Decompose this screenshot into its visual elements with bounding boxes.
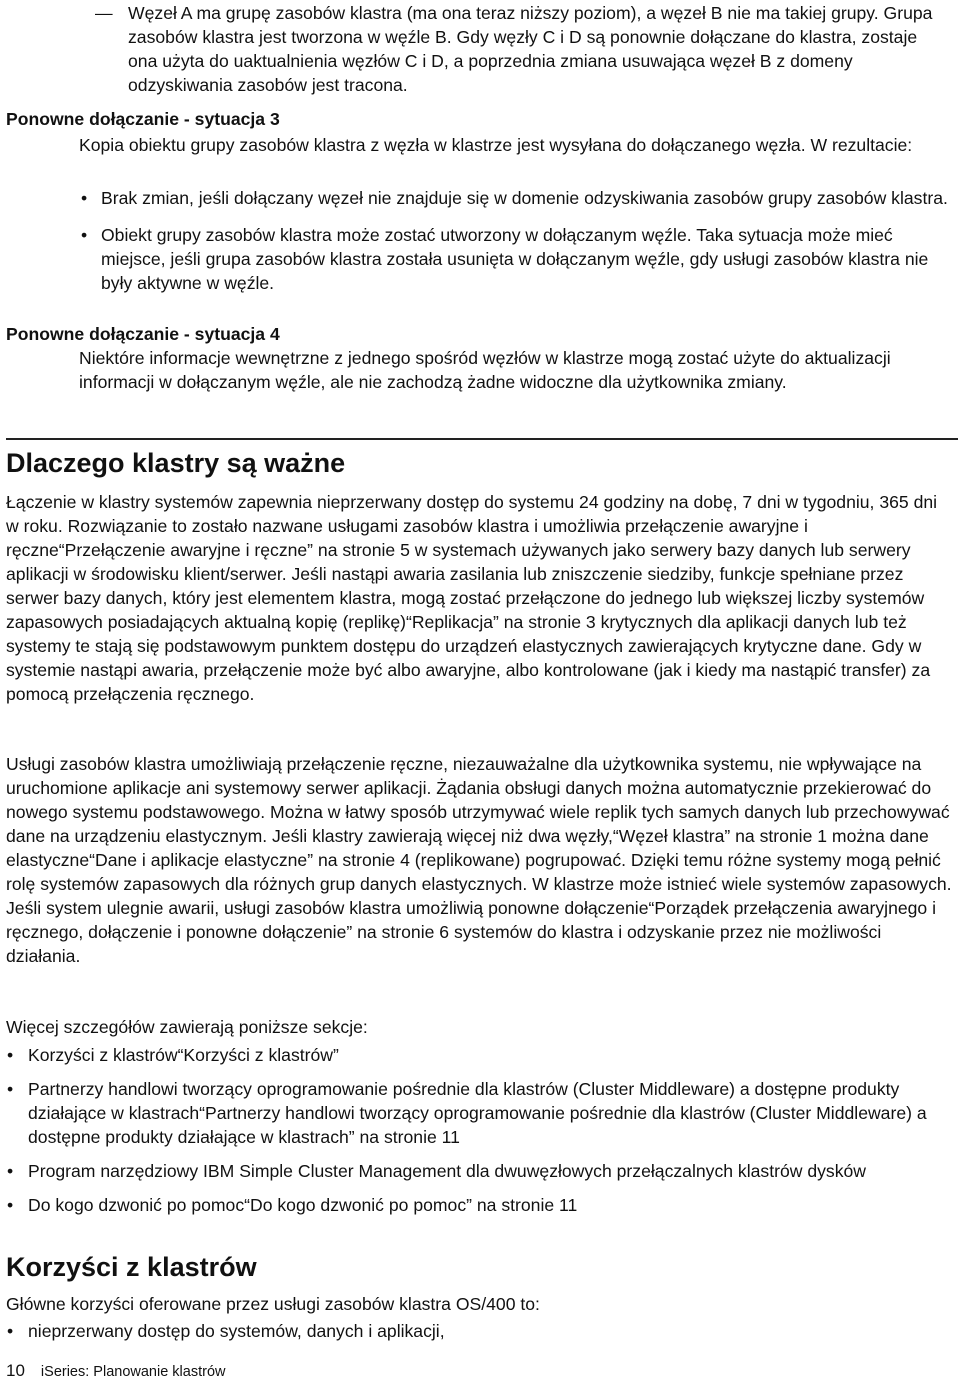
dash-marker: — xyxy=(95,3,113,23)
link-simple-cluster-management[interactable]: Program narzędziowy IBM Simple Cluster Management dla dwuwęzłowych przełączalnych klastrów dysków xyxy=(28,1161,866,1181)
why-clusters-paragraph-1: Łączenie w klastry systemów zapewnia nieprzerwany dostęp do systemu 24 godziny na dobę, 7 dni w tygodniu, 365 dni w roku. Rozwiązanie to zostało nazwane usługami zasobów klastra i umożliwia przełączenie awaryjne i ręczne“Przełączenie awaryjne i ręczne” na stronie 5 w systemach używanych jako serwery bazy danych lub serwery aplikacji w środowisku klient/serwer. Jeśli nastąpi awaria zasilania lub zniszczenie siedziby, funkcje spełniane przez serwer bazy danych, który jest elementem klastra, mogą zostać przełączone do jednego lub większej liczby systemów zapasowych posiadających aktualną kopię (replikę)“Replikacja” na stronie 3 krytycznych dla aplikacji danych lub też systemy te stają się podstawowym punktem dostępu do urządzeń elastycznych zawierających krytyczne dane. Gdy w systemie nastąpi awaria, przełączenie może być albo awaryjne, albo kontrolowane (jak i kiedy ma nastąpić transfer) za pomocą przełączenia ręcznego. xyxy=(6,492,938,704)
bullet-marker: • xyxy=(7,1321,14,1341)
section-heading-why-clusters: Dlaczego klastry są ważne xyxy=(6,448,346,478)
section-divider xyxy=(6,438,958,440)
dash-list-item xyxy=(95,1,950,97)
bullet-marker: • xyxy=(7,1079,14,1099)
scenario-4-heading: Ponowne dołączanie - sytuacja 4 xyxy=(6,324,280,344)
section-heading-benefits: Korzyści z klastrów xyxy=(6,1252,257,1282)
link-business-partners[interactable]: Partnerzy handlowi tworzący oprogramowanie pośrednie dla klastrów (Cluster Middleware) a dostępne produkty działające w klastrach“Partnerzy handlowi tworzący oprogramowanie pośrednie dla klastrów (Cluster Middleware) a dostępne produkty działające w klastrach” na stronie 11 xyxy=(28,1079,927,1147)
more-details-link-list xyxy=(6,1043,946,1227)
bullet-marker: • xyxy=(7,1161,14,1181)
benefits-bullet-list xyxy=(6,1319,946,1353)
scenario-3-bullet-list xyxy=(79,186,951,295)
list-item-text: Obiekt grupy zasobów klastra może zostać utworzony w dołączanym węźle. Taka sytuacja może mieć miejsce, jeśli grupa zasobów klastra została usunięta w dołączanym węźle, gdy usługi zasobów klastra nie były aktywne w węźle. xyxy=(101,225,929,293)
bullet-marker: • xyxy=(81,188,88,208)
scenario-3-heading: Ponowne dołączanie - sytuacja 3 xyxy=(6,109,280,129)
page-number: 10 xyxy=(6,1361,25,1380)
bullet-marker: • xyxy=(7,1045,14,1065)
scenario-4-text: Niektóre informacje wewnętrzne z jednego spośród węzłów w klastrze mogą zostać użyte do aktualizacji informacji w dołączanym węźle, ale nie zachodzą żadne widoczne dla użytkownika zmiany. xyxy=(79,348,891,392)
document-title: iSeries: Planowanie klastrów xyxy=(40,1364,226,1380)
bullet-marker: • xyxy=(81,225,88,245)
dash-item-text: Węzeł A ma grupę zasobów klastra (ma ona teraz niższy poziom), a węzeł B nie ma takiej grupy. Grupa zasobów klastra jest tworzona w węźle B. Gdy węzły C i D są ponownie dołączane do klastra, zostaje ona użyta do uaktualnienia węzłów C i D, a poprzednia zmiana usuwająca węzeł B z domeny odzyskiwania zasobów jest tracona. xyxy=(128,3,933,95)
link-benefits[interactable]: Korzyści z klastrów“Korzyści z klastrów” xyxy=(28,1045,339,1065)
benefits-intro: Główne korzyści oferowane przez usługi zasobów klastra OS/400 to: xyxy=(6,1294,540,1314)
list-item xyxy=(79,223,951,295)
list-item[interactable] xyxy=(6,1043,946,1067)
list-item-text: nieprzerwany dostęp do systemów, danych i aplikacji, xyxy=(28,1321,445,1341)
why-clusters-paragraph-2: Usługi zasobów klastra umożliwiają przełączenie ręczne, niezauważalne dla użytkownika systemu, nie wpływające na uruchomione aplikacje ani systemowy serwer aplikacji. Żądania obsługi danych można automatycznie przekierować do nowego systemu podstawowego. Można w łatwy sposób utrzymywać wiele replik tych samych danych lub przechowywać dane na urządzeniu elastycznym. Jeśli klastry zawierają więcej niż dwa węzły,“Węzeł klastra” na stronie 1 można dane elastyczne“Dane i aplikacje elastyczne” na stronie 4 (replikowane) pogrupować. Dzięki temu różne systemy mogą pełnić rolę systemów zapasowych dla różnych grup danych elastycznych. W klastrze może istnieć wiele systemów zapasowych. Jeśli system ulegnie awarii, usługi zasobów klastra umożliwią ponowne dołączenie“Porządek przełączenia awaryjnego i ręcznego, dołączenie i ponowne dołączenie” na stronie 6 systemów do klastra i odzyskanie przez nie możliwości działania. xyxy=(6,754,952,966)
list-item[interactable] xyxy=(6,1159,946,1183)
list-item xyxy=(6,1319,946,1343)
list-item[interactable] xyxy=(6,1077,946,1149)
more-details-intro: Więcej szczegółów zawierają poniższe sekcje: xyxy=(6,1017,368,1037)
scenario-3-intro: Kopia obiektu grupy zasobów klastra z węzła w klastrze jest wysyłana do dołączanego węzła. W rezultacie: xyxy=(79,135,913,155)
bullet-marker: • xyxy=(7,1195,14,1215)
list-item-text: Brak zmian, jeśli dołączany węzeł nie znajduje się w domenie odzyskiwania zasobów grupy zasobów klastra. xyxy=(101,188,948,208)
list-item[interactable] xyxy=(6,1193,946,1217)
link-whom-to-call[interactable]: Do kogo dzwonić po pomoc“Do kogo dzwonić po pomoc” na stronie 11 xyxy=(28,1195,578,1215)
page-footer xyxy=(6,1362,225,1381)
list-item xyxy=(79,186,951,210)
